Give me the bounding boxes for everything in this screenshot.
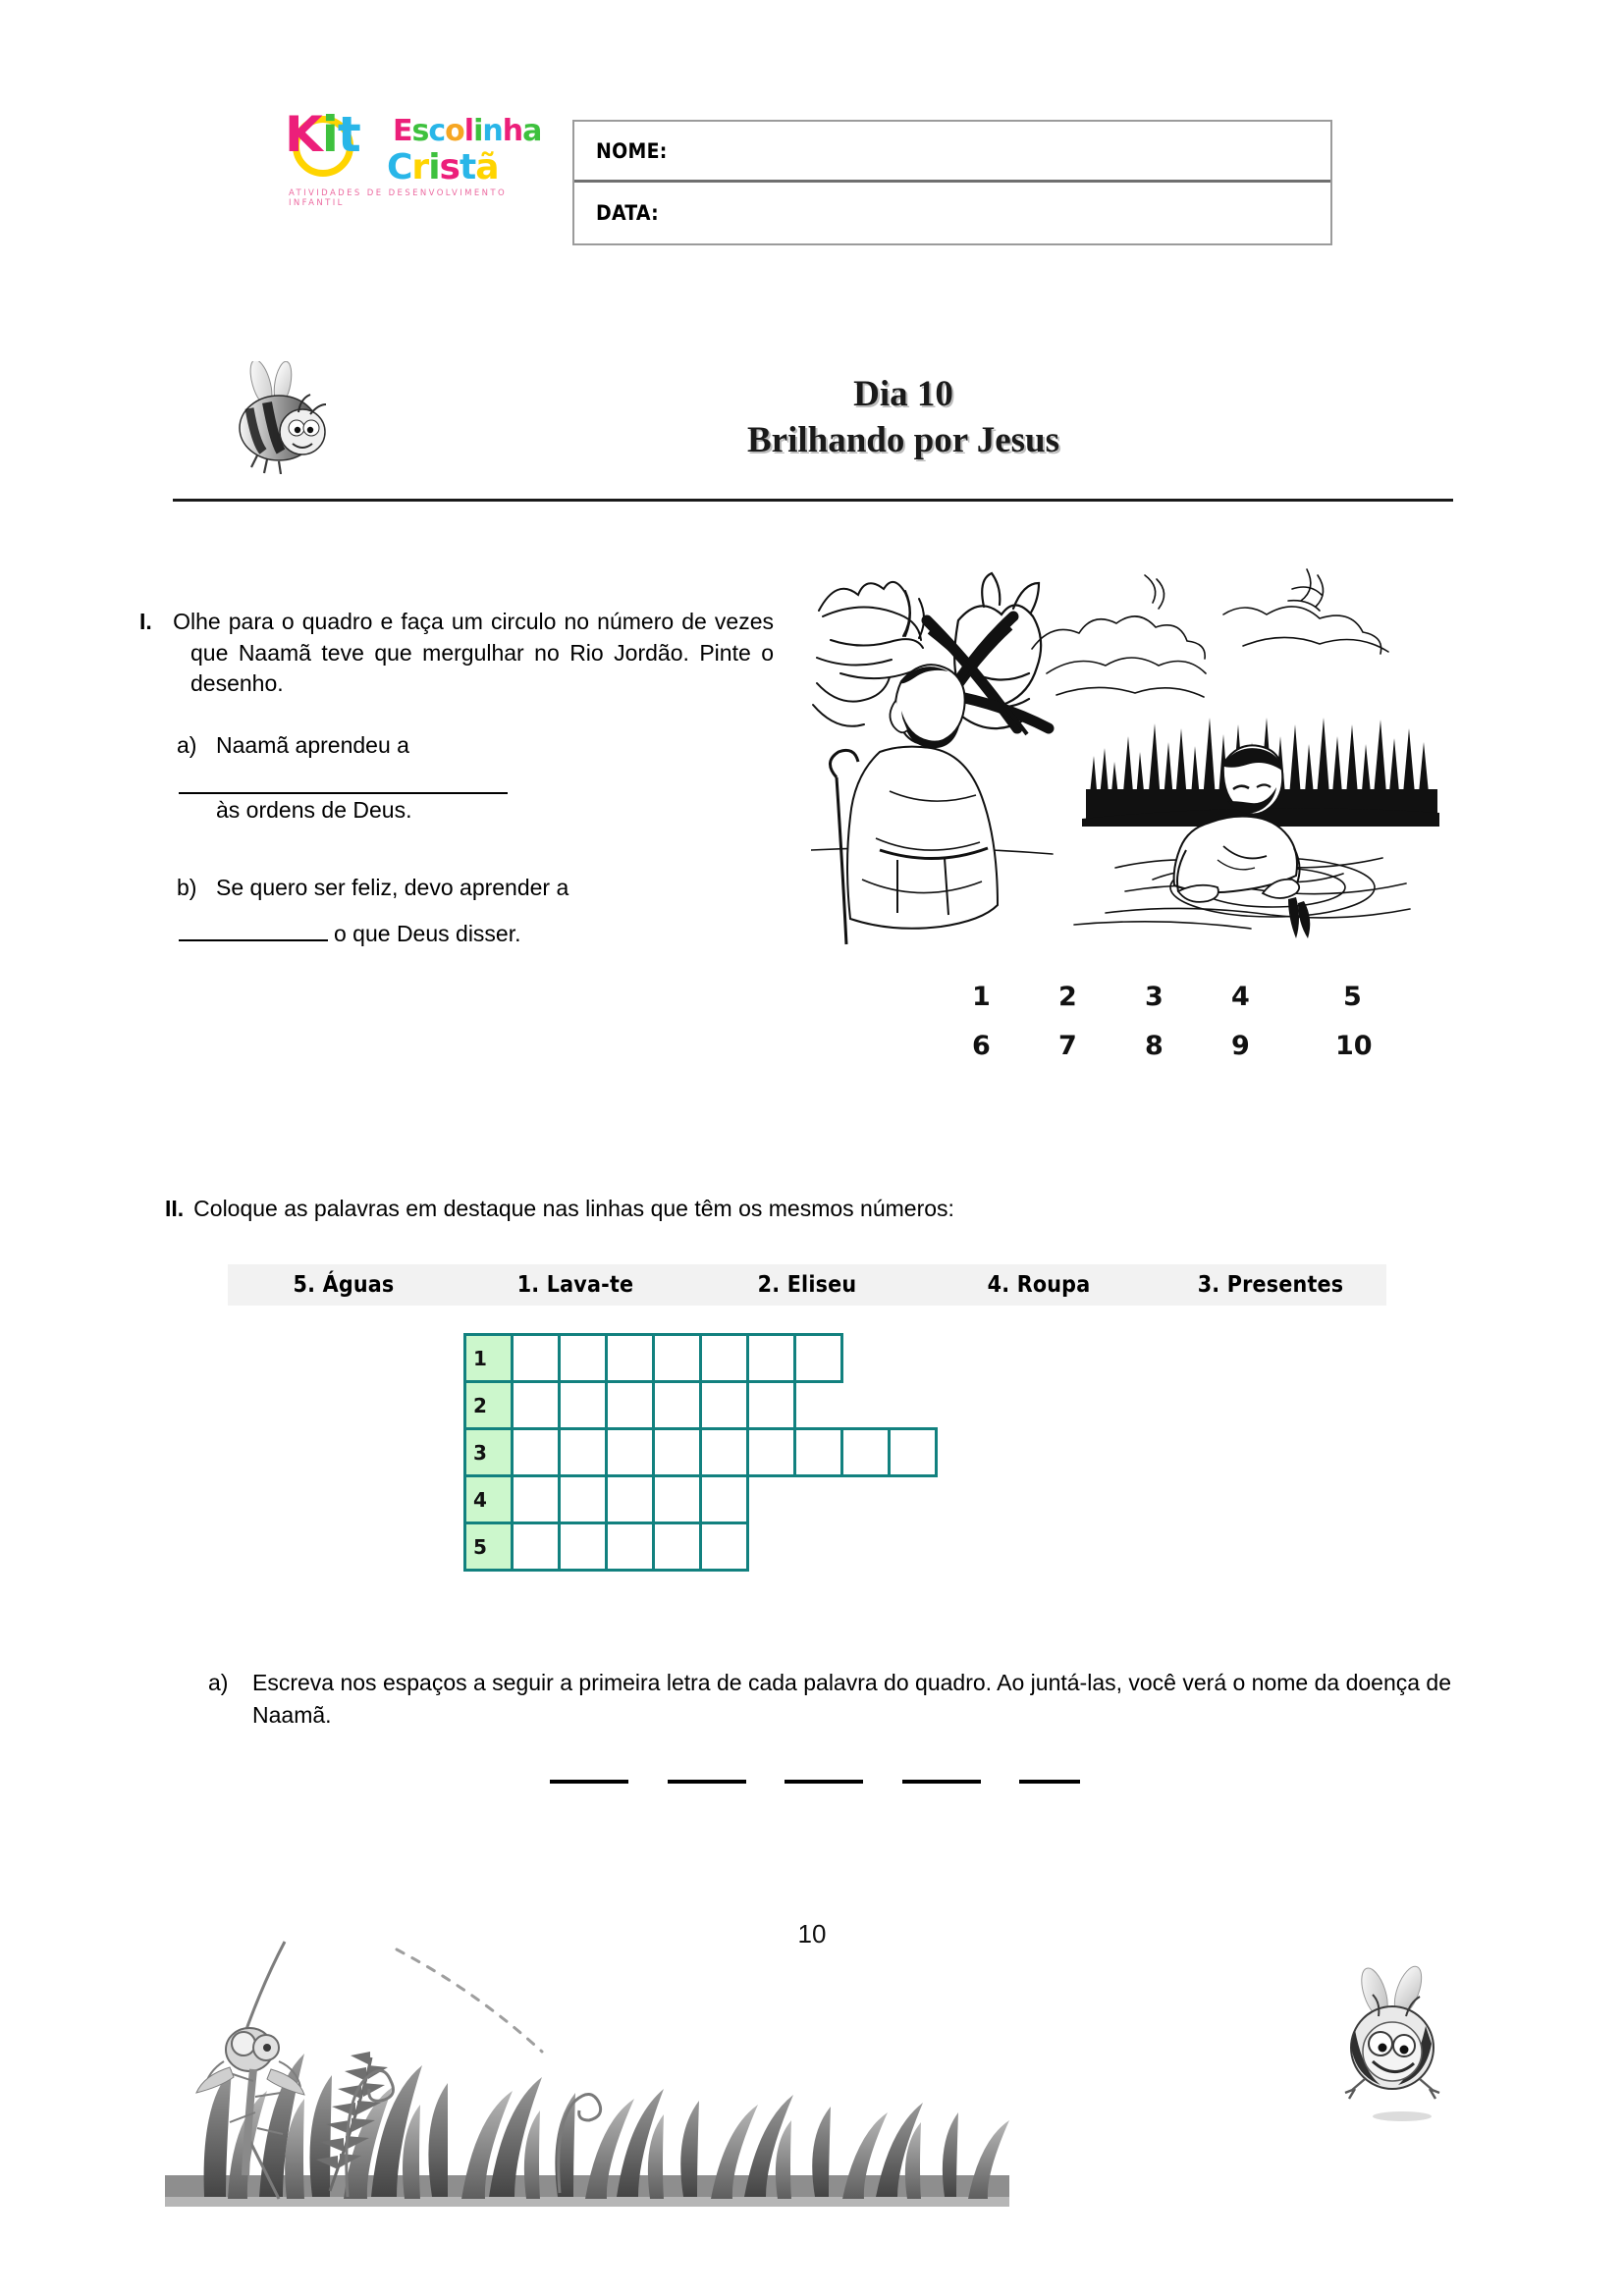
exercise-1-item-b-text-after: o que Deus disser. bbox=[334, 921, 521, 947]
crossword-cell[interactable] bbox=[793, 1333, 843, 1383]
answer-letter-blank[interactable] bbox=[668, 1772, 746, 1784]
crossword-cell[interactable] bbox=[605, 1380, 655, 1430]
number-option-2[interactable]: 2 bbox=[1058, 982, 1077, 1012]
crossword-cell[interactable] bbox=[699, 1333, 749, 1383]
crossword-row-number: 5 bbox=[463, 1522, 514, 1572]
number-row-2 bbox=[972, 1031, 1404, 1080]
answer-letter-blank[interactable] bbox=[550, 1772, 628, 1784]
title-line-2: Brilhando por Jesus bbox=[746, 420, 1060, 461]
crossword-row bbox=[463, 1474, 935, 1524]
number-option-1[interactable]: 1 bbox=[972, 982, 991, 1012]
number-option-8[interactable]: 8 bbox=[1145, 1031, 1164, 1061]
number-choices bbox=[972, 982, 1404, 1080]
answer-letter-blanks bbox=[550, 1772, 1080, 1784]
crossword-cell[interactable] bbox=[605, 1522, 655, 1572]
crossword-cell[interactable] bbox=[699, 1474, 749, 1524]
student-info-box bbox=[572, 120, 1332, 245]
crossword-row-number: 2 bbox=[463, 1380, 514, 1430]
crossword-cell[interactable] bbox=[840, 1427, 891, 1477]
crossword-cell[interactable] bbox=[605, 1333, 655, 1383]
logo-letter-k: K bbox=[285, 106, 322, 163]
crossword-row bbox=[463, 1380, 935, 1430]
exercise-1-item-a-blank[interactable] bbox=[179, 763, 508, 794]
date-label: DATA: bbox=[596, 201, 660, 225]
crossword-cell[interactable] bbox=[652, 1427, 702, 1477]
bee-mascot-icon bbox=[228, 361, 336, 474]
number-option-4[interactable]: 4 bbox=[1231, 982, 1250, 1012]
name-field-row[interactable] bbox=[574, 122, 1330, 183]
word-bank bbox=[228, 1264, 1386, 1306]
logo-kit-group bbox=[277, 106, 562, 187]
exercise-2-item-a bbox=[208, 1667, 1489, 1731]
brand-logo bbox=[277, 106, 562, 208]
number-row-1 bbox=[972, 982, 1404, 1031]
crossword-cell[interactable] bbox=[699, 1380, 749, 1430]
word-bank-item-2[interactable]: 1. Lava-te bbox=[516, 1272, 634, 1298]
exercise-2-item-a-text: Escreva nos espaços a seguir a primeira letra de cada palavra do quadro. Ao juntá-las, você verá o nome da doença de Naamã. bbox=[252, 1670, 1452, 1728]
exercise-1-item-b-blank[interactable] bbox=[179, 920, 328, 941]
logo-tagline: ATIVIDADES DE DESENVOLVIMENTO INFANTIL bbox=[289, 188, 508, 208]
exercise-2-item-a-label: a) bbox=[208, 1670, 229, 1695]
crossword-cell[interactable] bbox=[558, 1427, 608, 1477]
number-option-10[interactable]: 10 bbox=[1335, 1031, 1373, 1061]
crossword-cell[interactable] bbox=[558, 1380, 608, 1430]
exercise-1-item-b-label: b) bbox=[177, 874, 197, 900]
crossword-cell[interactable] bbox=[511, 1522, 561, 1572]
date-field-row[interactable] bbox=[574, 183, 1330, 243]
crossword-cell[interactable] bbox=[511, 1427, 561, 1477]
crossword-row-number: 1 bbox=[463, 1333, 514, 1383]
exercise-1-item-b bbox=[165, 872, 774, 951]
exercise-2-heading bbox=[165, 1196, 1441, 1222]
number-option-9[interactable]: 9 bbox=[1231, 1031, 1250, 1061]
logo-letter-t: t bbox=[337, 106, 360, 163]
crossword-cell[interactable] bbox=[511, 1333, 561, 1383]
exercise-1-instruction-wrap: I. Olhe para o quadro e faça um circulo no número de vezes que Naamã teve que mergulhar no Rio Jordão. Pinte o desenho. bbox=[139, 609, 774, 697]
small-bee-icon bbox=[1331, 1961, 1459, 2128]
number-option-3[interactable]: 3 bbox=[1145, 982, 1164, 1012]
page-header bbox=[0, 0, 1624, 294]
crossword-cell[interactable] bbox=[746, 1333, 796, 1383]
crossword-cell[interactable] bbox=[699, 1522, 749, 1572]
crossword-row-number: 3 bbox=[463, 1427, 514, 1477]
grass-decoration bbox=[165, 1934, 1009, 2218]
answer-letter-blank[interactable] bbox=[1019, 1772, 1080, 1784]
crossword-cell[interactable] bbox=[652, 1522, 702, 1572]
logo-crista-text: Cristã bbox=[387, 147, 499, 187]
word-bank-item-4[interactable]: 4. Roupa bbox=[987, 1272, 1091, 1298]
crossword-cell[interactable] bbox=[652, 1474, 702, 1524]
exercise-1-item-a-label: a) bbox=[177, 732, 197, 759]
page-number: 10 bbox=[797, 1919, 827, 1949]
crossword-row bbox=[463, 1427, 935, 1477]
crossword-cell[interactable] bbox=[699, 1427, 749, 1477]
word-bank-item-1[interactable]: 5. Águas bbox=[293, 1272, 395, 1298]
exercise-1 bbox=[139, 607, 774, 951]
word-bank-item-5[interactable]: 3. Presentes bbox=[1197, 1272, 1344, 1298]
crossword-grid bbox=[463, 1333, 935, 1569]
exercise-1-instruction: Olhe para o quadro e faça um circulo no número de vezes que Naamã teve que mergulhar no Rio Jordão. Pinte o desenho. bbox=[173, 609, 774, 697]
crossword-row bbox=[463, 1333, 935, 1383]
answer-letter-blank[interactable] bbox=[785, 1772, 863, 1784]
crossword-cell[interactable] bbox=[558, 1474, 608, 1524]
crossword-cell[interactable] bbox=[746, 1380, 796, 1430]
crossword-cell[interactable] bbox=[605, 1427, 655, 1477]
crossword-cell[interactable] bbox=[652, 1333, 702, 1383]
crossword-cell[interactable] bbox=[558, 1522, 608, 1572]
number-option-5[interactable]: 5 bbox=[1343, 982, 1362, 1012]
crossword-cell[interactable] bbox=[605, 1474, 655, 1524]
title-block bbox=[0, 353, 1624, 491]
crossword-cell[interactable] bbox=[558, 1333, 608, 1383]
logo-escolinha-text: Escolinha bbox=[393, 114, 542, 148]
crossword-cell[interactable] bbox=[511, 1380, 561, 1430]
exercise-1-item-a-text-before: Naamã aprendeu a bbox=[216, 732, 409, 759]
exercise-2-instruction: Coloque as palavras em destaque nas linhas que têm os mesmos números: bbox=[193, 1196, 954, 1221]
crossword-cell[interactable] bbox=[511, 1474, 561, 1524]
word-bank-item-3[interactable]: 2. Eliseu bbox=[757, 1272, 857, 1298]
page-title bbox=[511, 371, 1296, 464]
name-label: NOME: bbox=[596, 138, 668, 163]
naaman-jordan-illustration bbox=[811, 556, 1439, 948]
exercise-2-roman: II. bbox=[165, 1196, 185, 1221]
exercise-1-item-b-text-before: Se quero ser feliz, devo aprender a bbox=[216, 874, 569, 900]
logo-kit-text bbox=[285, 106, 360, 163]
crossword-row bbox=[463, 1522, 935, 1572]
number-option-7[interactable]: 7 bbox=[1058, 1031, 1077, 1061]
exercise-1-item-a-text-after: às ordens de Deus. bbox=[216, 796, 412, 823]
answer-letter-blank[interactable] bbox=[902, 1772, 981, 1784]
number-option-6[interactable]: 6 bbox=[972, 1031, 991, 1061]
crossword-cell[interactable] bbox=[652, 1380, 702, 1430]
exercise-1-item-a bbox=[165, 729, 774, 827]
crossword-cell[interactable] bbox=[793, 1427, 843, 1477]
header-divider bbox=[173, 499, 1453, 502]
crossword-cell[interactable] bbox=[888, 1427, 938, 1477]
title-line-1: Dia 10 bbox=[853, 374, 953, 414]
crossword-cell[interactable] bbox=[746, 1427, 796, 1477]
logo-letter-i: i bbox=[321, 106, 338, 163]
crossword-row-number: 4 bbox=[463, 1474, 514, 1524]
